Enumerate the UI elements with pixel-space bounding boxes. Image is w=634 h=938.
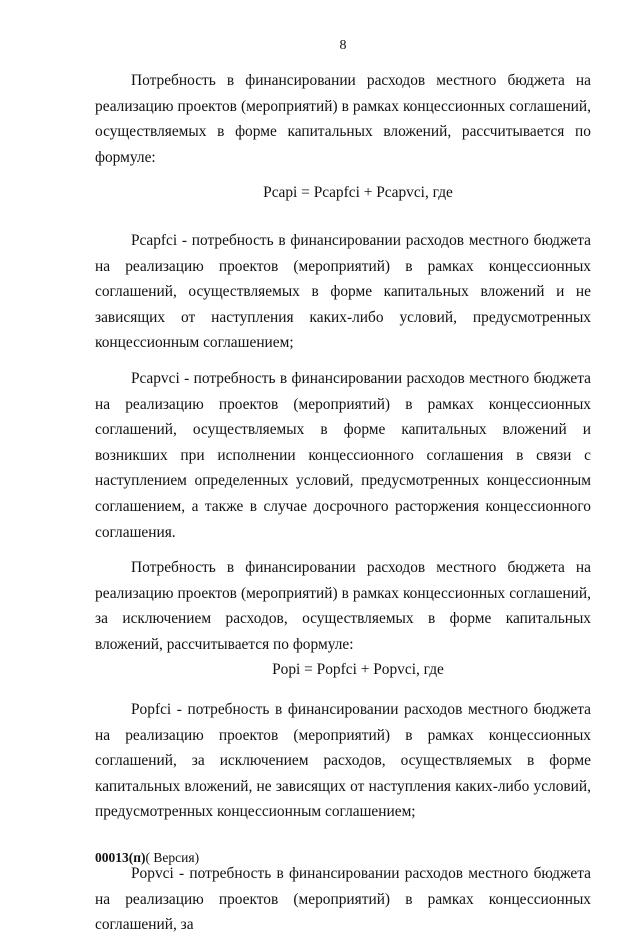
document-code: 00013(п): [95, 850, 146, 865]
paragraph-pcapvci-definition: Pcapvci - потребность в финансировании расходов местного бюджета на реализацию проектов (мероприятий) в рамках концессионных соглашений, осуществляемых в форме капитальных вложений и возникших при исполнении концессионного соглашения в связи с наступлением определенных условий, предусмотренных концессионным соглашением, а также в случае досрочного расторжения концессионного соглашения.: [95, 369, 591, 541]
document-body: [95, 68, 591, 938]
paragraph-operating-need-intro: Потребность в финансировании расходов местного бюджета на реализацию проектов (мероприятий) в рамках концессионных соглашений, за исключением расходов, осуществляемых в форме капитальных вложений, рассчитывается по формуле:: [95, 559, 591, 653]
spacer: [95, 170, 591, 180]
paragraph-popvci-definition: Popvci - потребность в финансировании расходов местного бюджета на реализацию проектов (мероприятий) в рамках концессионных соглашений, за: [95, 865, 591, 934]
spacer: [95, 825, 591, 847]
spacer: [95, 683, 591, 697]
page-number: 8: [339, 38, 347, 53]
formula-popi: Popi = Popfci + Popvci, где: [272, 661, 444, 679]
document-version: ( Версия): [145, 850, 200, 865]
formula-pcapi: Pcapi = Pcapfci + Pcapvci, где: [263, 184, 453, 202]
paragraph-popfci-definition: Popfci - потребность в финансировании расходов местного бюджета на реализацию проектов (мероприятий) в рамках концессионных соглашений, за исключением расходов, осуществляемых в форме капитальных вложений, не зависящих от наступления каких-либо условий, предусмотренных концессионным соглашением;: [95, 701, 591, 821]
paragraph-capital-need-intro: Потребность в финансировании расходов местного бюджета на реализацию проектов (мероприятий) в рамках концессионных соглашений, осуществляемых в форме капитальных вложений, рассчитывается по формуле:: [95, 72, 591, 166]
paragraph-pcapfci-definition: Pcapfci - потребность в финансировании расходов местного бюджета на реализацию проектов (мероприятий) в рамках концессионных соглашений, осуществляемых в форме капитальных вложений и не зависящих от наступления каких-либо условий, предусмотренных концессионным соглашением;: [95, 231, 591, 352]
scan-artifact: [244, 0, 384, 7]
spacer: [95, 545, 591, 555]
spacer: [95, 206, 591, 228]
spacer: [95, 356, 591, 366]
document-footer: [95, 850, 199, 866]
